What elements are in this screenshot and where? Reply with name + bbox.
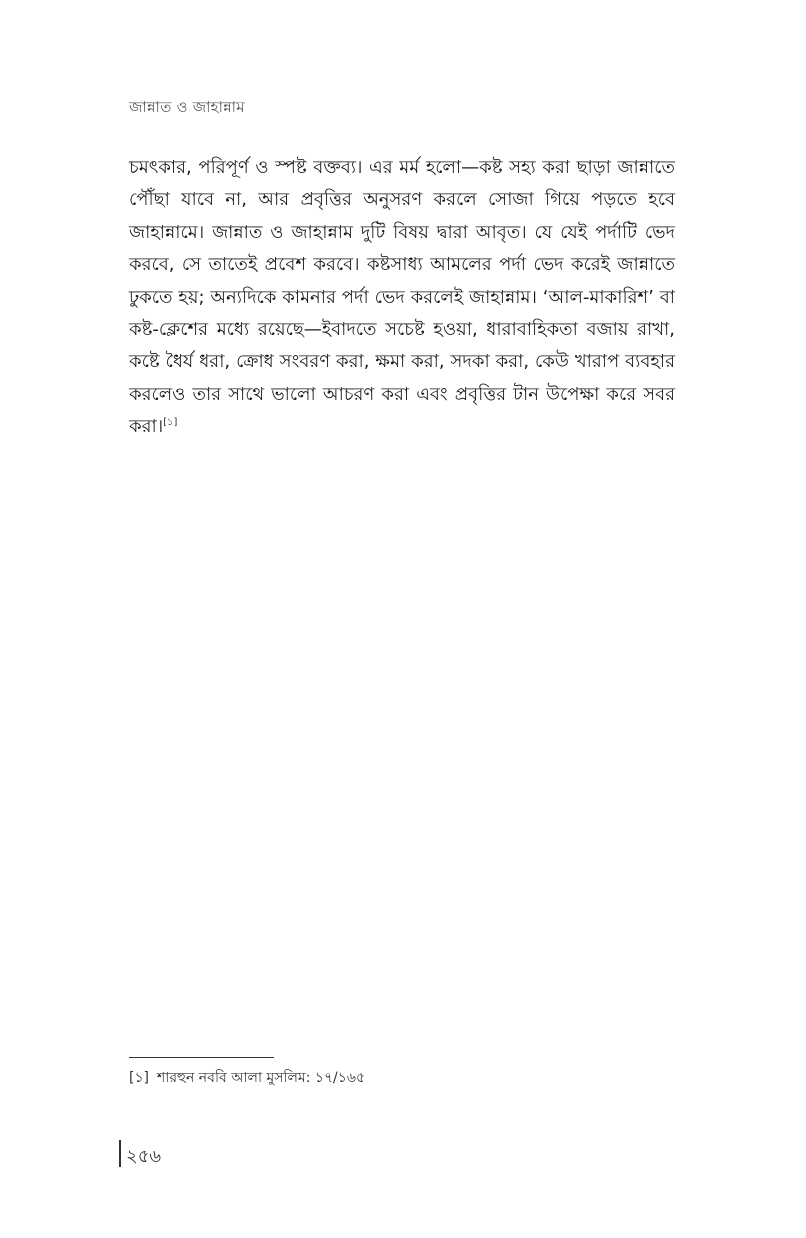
page-number-rule (119, 1140, 121, 1167)
page-number: ২৫৬ (126, 1146, 162, 1167)
body-paragraph (129, 152, 675, 444)
footnote-reference[interactable]: [১] (163, 417, 178, 429)
paragraph-text: চমৎকার, পরিপূর্ণ ও স্পষ্ট বক্তব্য। এর মর্ম হলো—কষ্ট সহ্য করা ছাড়া জান্নাতে পৌঁছা যাবে না, আর প্রবৃত্তির অনুসরণ করলে সোজা গিয়ে পড়তে হবে জাহান্নামে। জান্নাত ও জাহান্নাম দুটি বিষয় দ্বারা আবৃত। যে যেই পর্দাটি ভেদ করবে, সে তাতেই প্রবেশ করবে। কষ্টসাধ্য আমলের পর্দা ভেদ করেই জান্নাতে ঢুকতে হয়; অন্যদিকে কামনার পর্দা ভেদ করলেই জাহান্নাম। ‘আল-মাকারিশ’ বা কষ্ট-ক্লেশের মধ্যে রয়েছে—ইবাদতে সচেষ্ট হওয়া, ধারাবাহিকতা বজায় রাখা, কষ্টে ধৈর্য ধরা, ক্রোধ সংবরণ করা, ক্ষমা করা, সদকা করা, কেউ খারাপ ব্যবহার করলেও তার সাথে ভালো আচরণ করা এবং প্রবৃত্তির টান উপেক্ষা করে সবর করা। (129, 157, 675, 438)
footnote-marker: [১] (129, 1070, 150, 1086)
footnote (129, 1066, 365, 1090)
footnote-text: শারহুন নববি আলা মুসলিম: ১৭/১৬৫ (157, 1070, 366, 1086)
footnote-separator (129, 1057, 274, 1058)
running-header: জান্নাত ও জাহান্নাম (129, 98, 245, 116)
